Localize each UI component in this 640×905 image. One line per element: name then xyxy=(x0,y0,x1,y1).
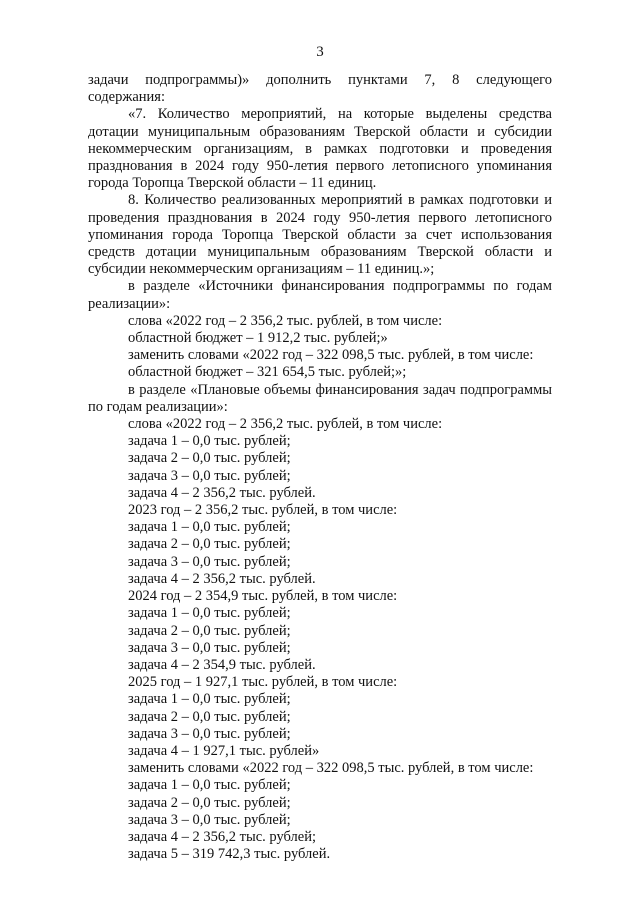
text-line: задача 3 – 0,0 тыс. рублей; xyxy=(128,553,291,570)
text-line: задача 1 – 0,0 тыс. рублей; xyxy=(128,777,291,794)
text-line: задача 4 – 2 354,9 тыс. рублей. xyxy=(128,656,316,673)
text-line: 2025 год – 1 927,1 тыс. рублей, в том числе: xyxy=(128,674,398,691)
text-line: задача 1 – 0,0 тыс. рублей; xyxy=(128,605,291,622)
text-line: задача 3 – 0,0 тыс. рублей; xyxy=(128,811,291,828)
text-line: задача 4 – 2 356,2 тыс. рублей; xyxy=(128,828,316,845)
text-line: заменить словами «2022 год – 322 098,5 тыс. рублей, в том числе: xyxy=(128,760,534,777)
text-line: задача 4 – 2 356,2 тыс. рублей. xyxy=(128,484,316,501)
page-number: 3 xyxy=(316,44,324,60)
text-line: слова «2022 год – 2 356,2 тыс. рублей, в том числе: xyxy=(128,312,443,329)
text-line: задача 2 – 0,0 тыс. рублей; xyxy=(128,536,291,553)
text-line: задача 2 – 0,0 тыс. рублей; xyxy=(128,450,291,467)
text-line: задача 3 – 0,0 тыс. рублей; xyxy=(128,467,291,484)
document-body xyxy=(88,72,552,863)
text-line: задача 1 – 0,0 тыс. рублей; xyxy=(128,691,291,708)
text-line: слова «2022 год – 2 356,2 тыс. рублей, в том числе: xyxy=(128,416,443,433)
paragraph: в разделе «Плановые объемы финансирования задач подпрограммы по годам реализации»: xyxy=(88,381,552,415)
text-line: задача 4 – 1 927,1 тыс. рублей» xyxy=(128,742,320,759)
text-line: задача 1 – 0,0 тыс. рублей; xyxy=(128,433,291,450)
text-line: задача 1 – 0,0 тыс. рублей; xyxy=(128,519,291,536)
text-line: 2023 год – 2 356,2 тыс. рублей, в том числе: xyxy=(128,502,398,519)
text-line: задача 2 – 0,0 тыс. рублей; xyxy=(128,708,291,725)
paragraph: «7. Количество мероприятий, на которые выделены средства дотации муниципальным образованиям Тверской области и субсидии некоммерческим организациям, в рамках подготовки и проведения празднования в 2024 году 950-летия первого летописного упоминания города Торопца Тверской области – 11 единиц. xyxy=(88,106,552,192)
text-line: областной бюджет – 1 912,2 тыс. рублей;» xyxy=(128,330,388,347)
paragraph: 8. Количество реализованных мероприятий в рамках подготовки и проведения празднования в 2024 году 950-летия первого летописного упоминания города Торопца Тверской области за счет использования средств дотации муниципальным образованиям Тверской области и субсидии некоммерческим организациям – 11 единиц.»; xyxy=(88,192,552,278)
text-line: задача 3 – 0,0 тыс. рублей; xyxy=(128,725,291,742)
text-line: задача 2 – 0,0 тыс. рублей; xyxy=(128,794,291,811)
text-line: задача 4 – 2 356,2 тыс. рублей. xyxy=(128,570,316,587)
paragraph: в разделе «Источники финансирования подпрограммы по годам реализации»: xyxy=(88,278,552,312)
text-line: областной бюджет – 321 654,5 тыс. рублей;»; xyxy=(128,364,407,381)
text-line: задача 2 – 0,0 тыс. рублей; xyxy=(128,622,291,639)
text-line: задача 5 – 319 742,3 тыс. рублей. xyxy=(128,846,331,863)
text-line: заменить словами «2022 год – 322 098,5 тыс. рублей, в том числе: xyxy=(128,347,534,364)
paragraph: задачи подпрограммы)» дополнить пунктами 7, 8 следующего содержания: xyxy=(88,72,552,106)
text-line: 2024 год – 2 354,9 тыс. рублей, в том числе: xyxy=(128,588,398,605)
text-line: задача 3 – 0,0 тыс. рублей; xyxy=(128,639,291,656)
